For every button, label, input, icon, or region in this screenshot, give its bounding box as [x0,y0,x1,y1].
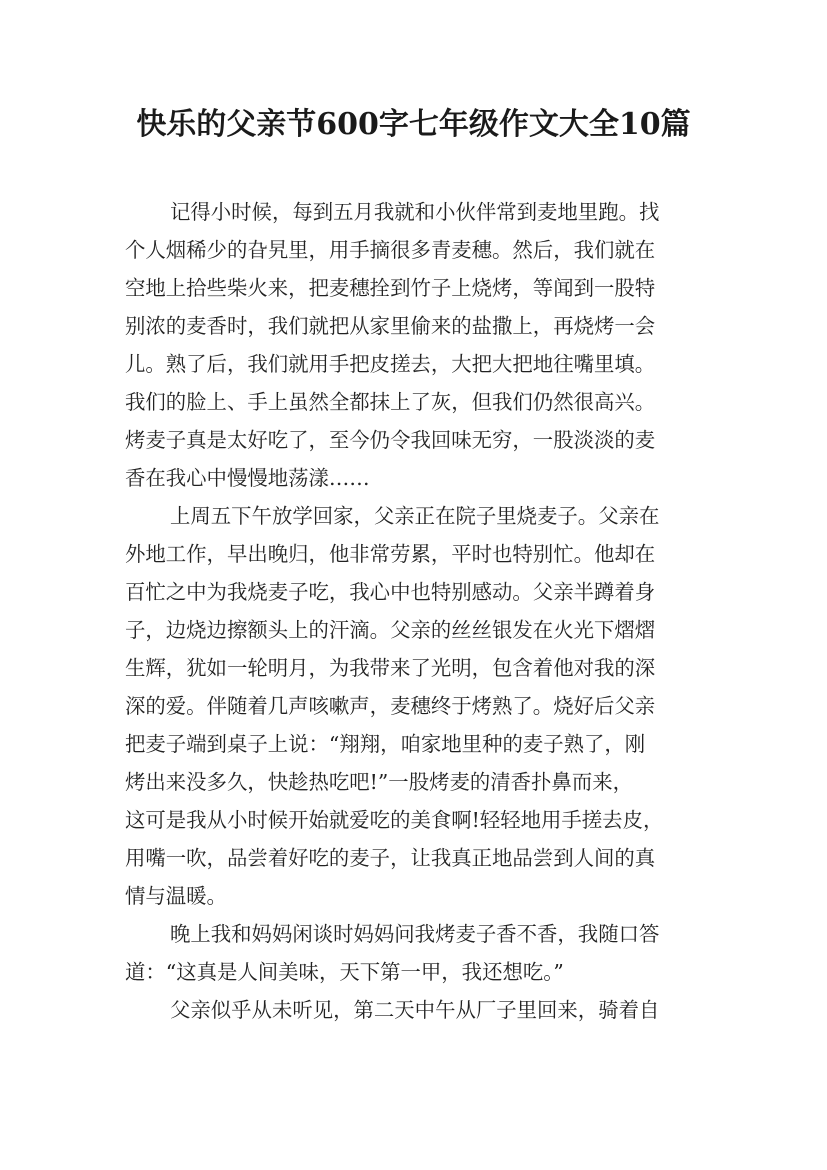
text-line: 道：“这真是人间美味，天下第一甲，我还想吃。” [125,960,564,984]
text-line: 百忙之中为我烧麦子吃，我心中也特别感动。父亲半蹲着身 [125,580,656,604]
text-line: 用嘴一吹，品尝着好吃的麦子，让我真正地品尝到人间的真 [125,846,656,870]
text-line: 空地上拾些柴火来，把麦穗拴到竹子上烧烤，等闻到一股特 [125,276,656,300]
paragraph-4 [125,991,715,1029]
text-line: 把麦子端到桌子上说：“翔翔，咱家地里种的麦子熟了，刚 [125,732,646,756]
text-line: 烤麦子真是太好吃了，至今仍令我回味无穷，一股淡淡的麦 [125,428,656,452]
text-line: 个人烟稀少的旮旯里，用手摘很多青麦穗。然后，我们就在 [125,238,656,262]
document-body [125,193,715,1029]
text-line: 情与温暖。 [125,884,227,908]
paragraph-1 [125,193,715,497]
text-line: 香在我心中慢慢地荡漾…… [125,466,370,490]
text-line: 记得小时候，每到五月我就和小伙伴常到麦地里跑。找 [170,200,660,224]
text-line: 外地工作，早出晚归，他非常劳累，平时也特别忙。他却在 [125,542,656,566]
text-line: 儿。熟了后，我们就用手把皮搓去，大把大把地往嘴里填。 [125,352,656,376]
paragraph-3 [125,915,715,991]
text-line: 这可是我从小时候开始就爱吃的美食啊!轻轻地用手搓去皮， [125,808,664,832]
text-line: 烤出来没多久，快趁热吃吧!”一股烤麦的清香扑鼻而来， [125,770,633,794]
text-line: 我们的脸上、手上虽然全都抹上了灰，但我们仍然很高兴。 [125,390,656,414]
text-line: 晚上我和妈妈闲谈时妈妈问我烤麦子香不香，我随口答 [170,922,660,946]
paragraph-2 [125,497,715,915]
text-line: 生辉，犹如一轮明月，为我带来了光明，包含着他对我的深 [125,656,656,680]
text-line: 子，边烧边擦额头上的汗滴。父亲的丝丝银发在火光下熠熠 [125,618,656,642]
text-line: 上周五下午放学回家，父亲正在院子里烧麦子。父亲在 [170,504,660,528]
document-title: 快乐的父亲节600字七年级作文大全10篇 [136,107,691,142]
text-line: 深的爱。伴随着几声咳嗽声，麦穗终于烤熟了。烧好后父亲 [125,694,656,718]
text-line: 别浓的麦香时，我们就把从家里偷来的盐撒上，再烧烤一会 [125,314,656,338]
text-line: 父亲似乎从未听见，第二天中午从厂子里回来，骑着自 [170,998,660,1022]
